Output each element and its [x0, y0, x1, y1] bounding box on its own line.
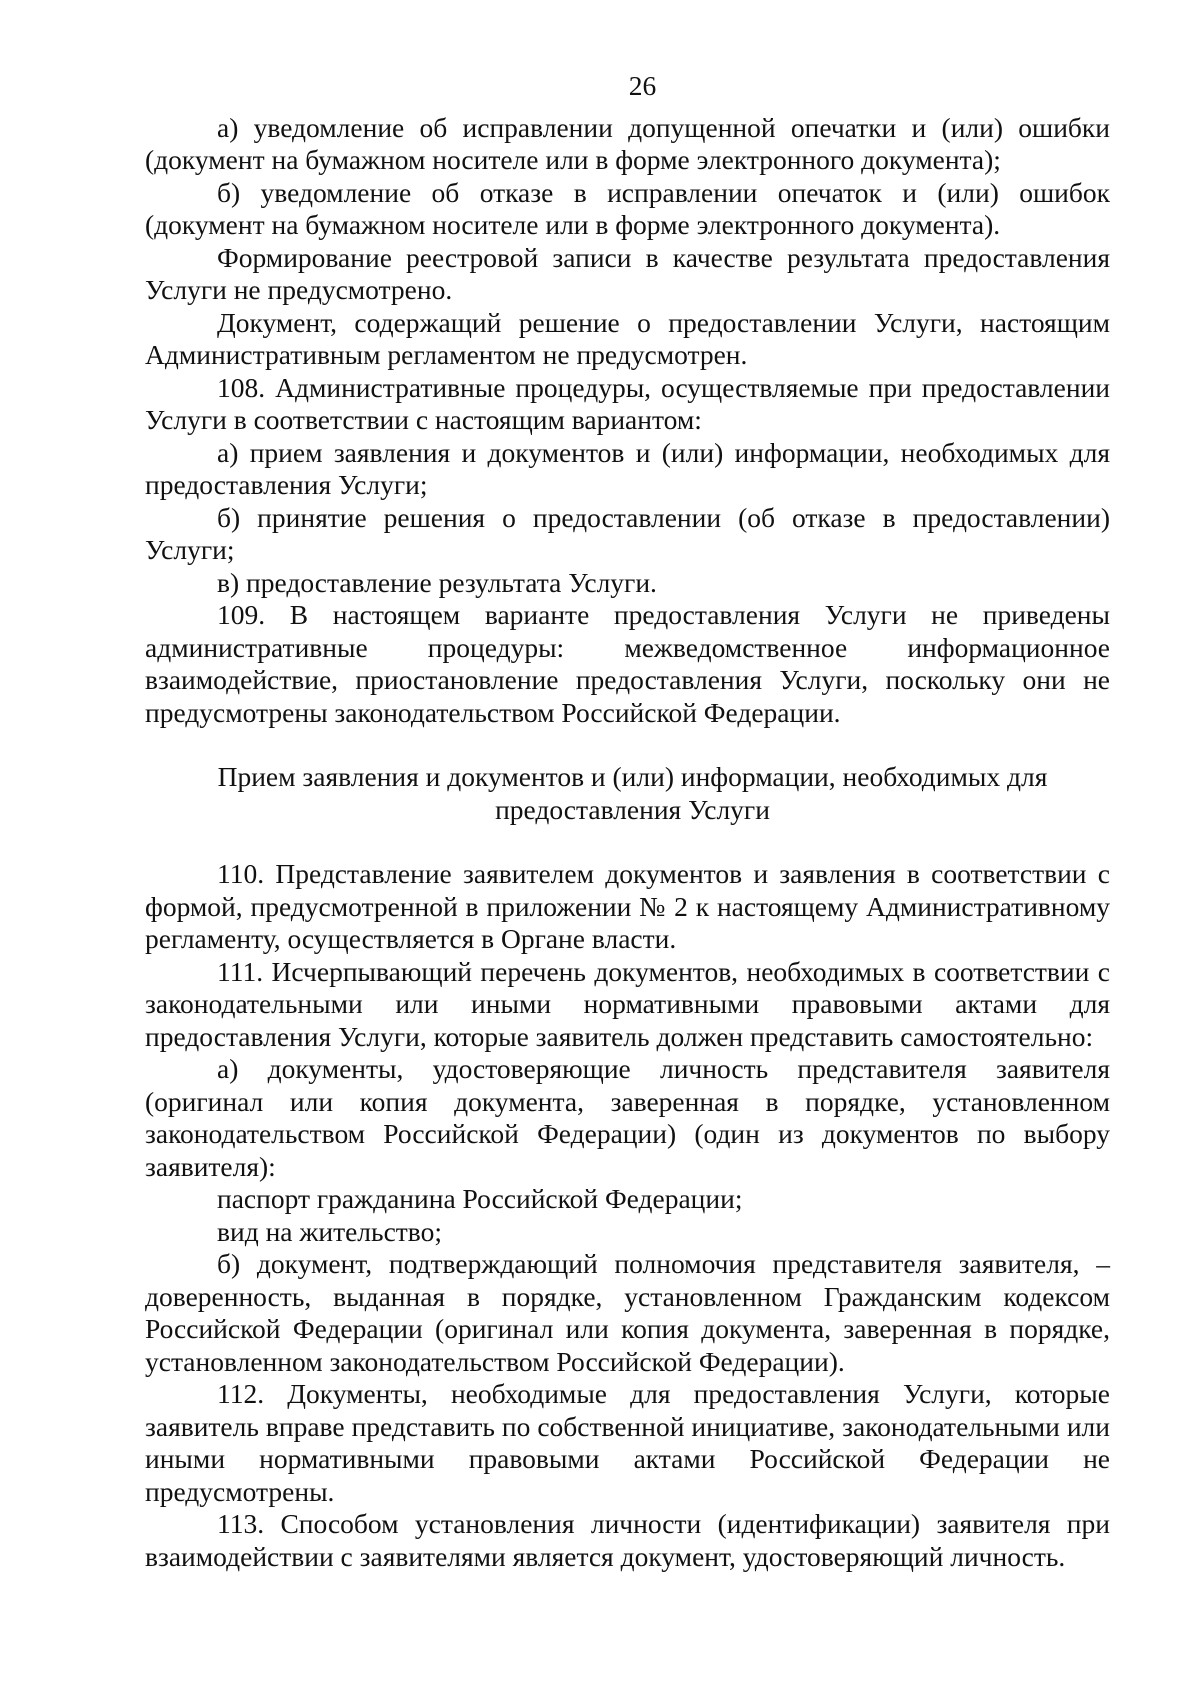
- paragraph: 108. Административные процедуры, осуществляемые при предоставлении Услуги в соответствии с настоящим вариантом:: [145, 371, 1110, 435]
- paragraph: 111. Исчерпывающий перечень документов, необходимых в соответствии с законодательными или иными нормативными правовыми актами для предоставления Услуги, которые заявитель должен представить самостоятельно:: [145, 955, 1110, 1052]
- paragraph: а) прием заявления и документов и (или) информации, необходимых для предоставления Услуги;: [145, 436, 1110, 500]
- page-number: 26: [628, 70, 657, 101]
- bottom-paragraphs: [145, 858, 1110, 1573]
- paragraph: Формирование реестровой записи в качестве результата предоставления Услуги не предусмотрено.: [145, 241, 1110, 305]
- paragraph: а) уведомление об исправлении допущенной опечатки и (или) ошибки (документ на бумажном носителе или в форме электронного документа);: [145, 111, 1110, 175]
- section-heading-line: Прием заявления и документов и (или) информации, необходимых для: [217, 761, 1048, 792]
- paragraph: Документ, содержащий решение о предоставлении Услуги, настоящим Административным регламентом не предусмотрен.: [145, 306, 1110, 370]
- paragraph: б) документ, подтверждающий полномочия представителя заявителя, – доверенность, выданная в порядке, установленном Гражданским кодексом Российской Федерации (оригинал или копия документа, заверенная в порядке, установленном законодательством Российской Федерации).: [145, 1248, 1110, 1377]
- paragraph: 110. Представление заявителем документов и заявления в соответствии с формой, предусмотренной в приложении № 2 к настоящему Административному регламенту, осуществляется в Органе власти.: [145, 858, 1110, 954]
- paragraph: б) уведомление об отказе в исправлении опечаток и (или) ошибок (документ на бумажном носителе или в форме электронного документа).: [145, 176, 1110, 240]
- paragraph: 109. В настоящем варианте предоставления Услуги не приведены административные процедуры: межведомственное информационное взаимодействие, приостановление предоставления Услуги, поскольку они не предусмотрены законодательством Российской Федерации.: [145, 599, 1110, 728]
- paragraph: 112. Документы, необходимые для предоставления Услуги, которые заявитель вправе представить по собственной инициативе, законодательными или иными нормативными правовыми актами Российской Федерации не предусмотрены.: [145, 1378, 1110, 1507]
- paragraph: паспорт гражданина Российской Федерации;: [217, 1183, 743, 1214]
- paragraph: б) принятие решения о предоставлении (об отказе в предоставлении) Услуги;: [145, 501, 1110, 565]
- section-heading: [145, 761, 1110, 826]
- paragraph: а) документы, удостоверяющие личность представителя заявителя (оригинал или копия документа, заверенная в порядке, установленном законодательством Российской Федерации) (один из документов по выбору заявителя):: [145, 1053, 1110, 1182]
- paragraph: в) предоставление результата Услуги.: [217, 566, 657, 598]
- paragraph: вид на жительство;: [217, 1215, 442, 1247]
- top-paragraphs: [145, 112, 1110, 730]
- paragraph: 113. Способом установления личности (идентификации) заявителя при взаимодействии с заявителями является документ, удостоверяющий личность.: [145, 1508, 1110, 1572]
- section-heading-line: предоставления Услуги: [495, 793, 770, 825]
